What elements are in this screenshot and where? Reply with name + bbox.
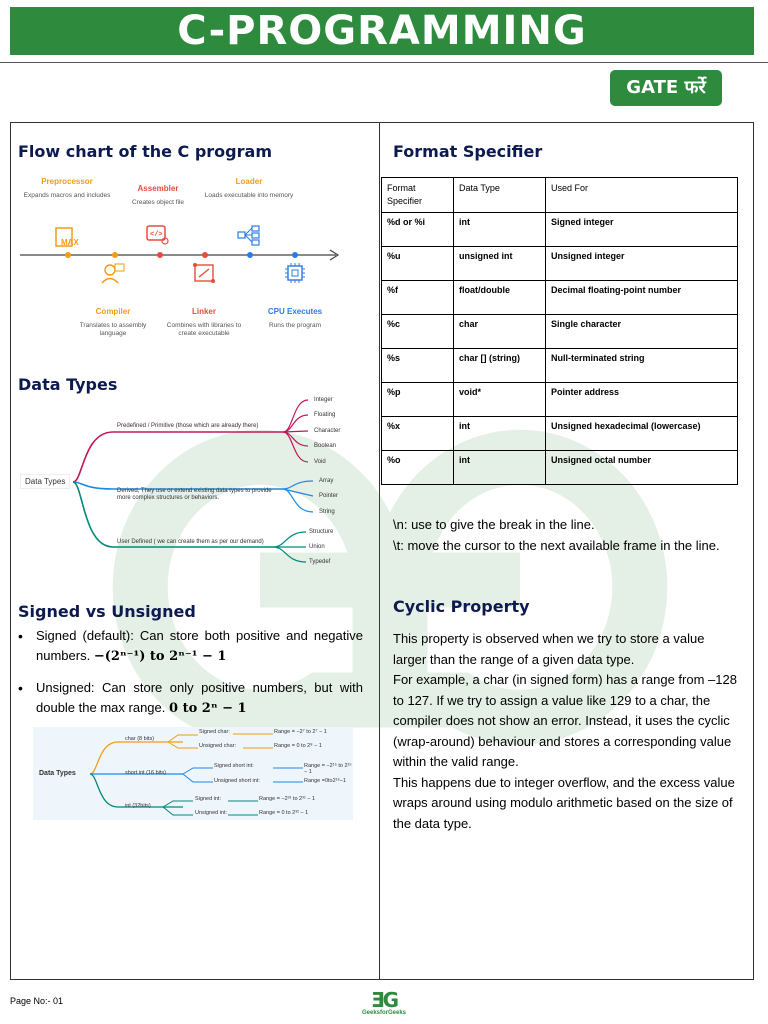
cyclic-paragraph: This property is observed when we try to store a value larger than the range of a given data type. bbox=[393, 631, 705, 667]
preprocessor-desc: Expands macros and includes bbox=[23, 192, 111, 199]
table-cell: %x bbox=[382, 417, 454, 451]
table-cell: unsigned int bbox=[454, 247, 546, 281]
table-cell: float/double bbox=[454, 281, 546, 315]
geeksforgeeks-logo bbox=[352, 990, 416, 1016]
max-file-icon bbox=[54, 226, 80, 248]
linker-label: Linker bbox=[191, 307, 216, 316]
leaf-typedef: Typedef bbox=[309, 559, 331, 565]
table-cell: Pointer address bbox=[546, 383, 738, 417]
table-cell: int bbox=[454, 451, 546, 485]
unsigned-text: Unsigned: Can store only positive numbers, but with double the max range. bbox=[36, 680, 363, 715]
signed-short: Signed short int: bbox=[214, 763, 254, 769]
primitive-branch: Predefined / Primitive (those which are already there) bbox=[117, 423, 259, 429]
compiler-label: Compiler bbox=[95, 307, 131, 316]
cpu-executes-desc: Runs the program bbox=[268, 322, 322, 329]
code-gear-icon bbox=[145, 224, 171, 246]
compiler-desc: Translates to assembly language bbox=[79, 322, 147, 337]
table-row bbox=[382, 213, 738, 247]
derived-branch: Derived, They use or extend existing data types to provide more complex structures or behaviors. bbox=[117, 488, 272, 501]
unsigned-char-range: Range = 0 to 2⁸ − 1 bbox=[274, 743, 322, 749]
table-cell: char [] (string) bbox=[454, 349, 546, 383]
table-cell: Signed integer bbox=[546, 213, 738, 247]
leaf-structure: Structure bbox=[309, 529, 334, 535]
table-cell: int bbox=[454, 213, 546, 247]
format-specifier-heading: Format Specifier bbox=[393, 142, 543, 161]
list-item bbox=[18, 678, 363, 719]
table-cell: Unsigned integer bbox=[546, 247, 738, 281]
table-cell: Decimal floating-point number bbox=[546, 281, 738, 315]
unsigned-int-range: Range = 0 to 2³² − 1 bbox=[259, 810, 309, 816]
signed-text: Signed (default): Can store both positive and negative numbers. bbox=[36, 628, 363, 663]
table-row bbox=[382, 281, 738, 315]
cpu-executes-label: CPU Executes bbox=[267, 307, 323, 316]
preprocessor-label: Preprocessor bbox=[41, 177, 93, 186]
signed-int-range: Range = −2³¹ to 2³¹ − 1 bbox=[259, 796, 316, 802]
table-cell: Unsigned hexadecimal (lowercase) bbox=[546, 417, 738, 451]
network-icon bbox=[236, 224, 262, 246]
cyclic-heading: Cyclic Property bbox=[393, 597, 530, 616]
newline-note: \n: use to give the break in the line. bbox=[393, 517, 595, 532]
linker-desc: Combines with libraries to create executable bbox=[166, 322, 242, 337]
table-cell: %o bbox=[382, 451, 454, 485]
table-cell: Single character bbox=[546, 315, 738, 349]
unsigned-range: 0 to 2ⁿ − 1 bbox=[169, 701, 247, 716]
table-cell: Null-terminated string bbox=[546, 349, 738, 383]
signed-unsigned-heading: Signed vs Unsigned bbox=[18, 602, 196, 621]
unsigned-char: Unsigned char: bbox=[199, 743, 236, 749]
assembler-label: Assembler bbox=[137, 184, 179, 193]
leaf-character: Character bbox=[314, 428, 341, 434]
sv-root: Data Types bbox=[39, 770, 76, 777]
list-item bbox=[18, 626, 363, 667]
loader-desc: Loads executable into memory bbox=[204, 192, 294, 199]
table-cell: %p bbox=[382, 383, 454, 417]
page-title: C-PROGRAMMING bbox=[10, 7, 754, 55]
short-type: short int (16 bits) bbox=[125, 770, 166, 776]
table-cell: %s bbox=[382, 349, 454, 383]
table-cell: %f bbox=[382, 281, 454, 315]
cyclic-paragraph: For example, a char (in signed form) has a range from –128 to 127. If we try to assign a value like 129 to a char, the compiler does not show an error. Instead, it uses the cyclic (wrap-around) behaviour and stores a corresponding value within the valid range. bbox=[393, 672, 737, 769]
table-cell: char bbox=[454, 315, 546, 349]
data-types-root: Data Types bbox=[20, 474, 70, 489]
gfg-logo-icon: ƎG bbox=[370, 988, 398, 1012]
table-row bbox=[382, 451, 738, 485]
column-header: Format Specifier bbox=[382, 178, 454, 213]
signed-range: −(2ⁿ⁻¹) to 2ⁿ⁻¹ − 1 bbox=[93, 649, 227, 664]
table-cell: Unsigned octal number bbox=[546, 451, 738, 485]
gate-badge: GATE फर्रे bbox=[610, 70, 722, 106]
format-specifier-table bbox=[381, 177, 738, 485]
developer-icon bbox=[100, 262, 126, 284]
table-cell: %u bbox=[382, 247, 454, 281]
signed-short-range: Range = −2¹⁵ to 2¹⁵ − 1 bbox=[304, 763, 352, 775]
link-icon bbox=[191, 262, 217, 284]
table-row bbox=[382, 315, 738, 349]
table-cell: %d or %i bbox=[382, 213, 454, 247]
table-row bbox=[382, 383, 738, 417]
brand-name: GeeksforGeeks bbox=[361, 1010, 407, 1016]
table-cell: %c bbox=[382, 315, 454, 349]
table-cell: int bbox=[454, 417, 546, 451]
assembler-desc: Creates object file bbox=[131, 199, 185, 206]
page-number: Page No:- 01 bbox=[10, 996, 64, 1006]
title-divider bbox=[0, 62, 768, 63]
signed-unsigned-list bbox=[18, 626, 363, 730]
column-header: Used For bbox=[546, 178, 738, 213]
leaf-boolean: Boolean bbox=[314, 443, 337, 449]
char-type: char (8 bits) bbox=[125, 736, 155, 742]
leaf-union: Union bbox=[309, 544, 325, 550]
table-row bbox=[382, 247, 738, 281]
svg-text:</>: </> bbox=[150, 231, 163, 239]
signed-unsigned-diagram bbox=[33, 727, 353, 820]
tab-note: \t: move the cursor to the next available frame in the line. bbox=[393, 538, 720, 553]
flowchart-heading: Flow chart of the C program bbox=[18, 142, 272, 161]
leaf-void: Void bbox=[314, 459, 326, 465]
unsigned-short: Unsigned short int: bbox=[214, 778, 260, 784]
table-row bbox=[382, 349, 738, 383]
max-icon-text: MAX bbox=[61, 238, 79, 247]
cyclic-text bbox=[393, 629, 738, 834]
leaf-array: Array bbox=[319, 478, 334, 484]
unsigned-int: Unsigned int: bbox=[195, 810, 228, 816]
cpu-icon bbox=[282, 262, 308, 284]
flowchart-timeline bbox=[20, 248, 342, 262]
user-defined-branch: User Defined ( we can create them as per our demand) bbox=[117, 539, 264, 545]
int-type: int (32bits) bbox=[125, 803, 151, 809]
table-cell: void* bbox=[454, 383, 546, 417]
leaf-string: String bbox=[319, 509, 335, 515]
unsigned-short-range: Range =0to2¹⁶−1 bbox=[304, 778, 347, 784]
signed-int: Signed int: bbox=[195, 796, 221, 802]
table-header-row bbox=[382, 178, 738, 213]
signed-char-range: Range = −2⁷ to 2⁷ − 1 bbox=[274, 729, 327, 735]
leaf-floating: Floating bbox=[314, 412, 336, 418]
cyclic-paragraph: This happens due to integer overflow, and the excess value wraps around using modulo arithmetic based on the size of the data type. bbox=[393, 774, 735, 831]
leaf-integer: Integer bbox=[314, 397, 333, 403]
signed-char: Signed char: bbox=[199, 729, 230, 735]
loader-label: Loader bbox=[235, 177, 263, 186]
table-row bbox=[382, 417, 738, 451]
leaf-pointer: Pointer bbox=[319, 493, 339, 499]
column-header: Data Type bbox=[454, 178, 546, 213]
data-types-heading: Data Types bbox=[18, 375, 118, 394]
